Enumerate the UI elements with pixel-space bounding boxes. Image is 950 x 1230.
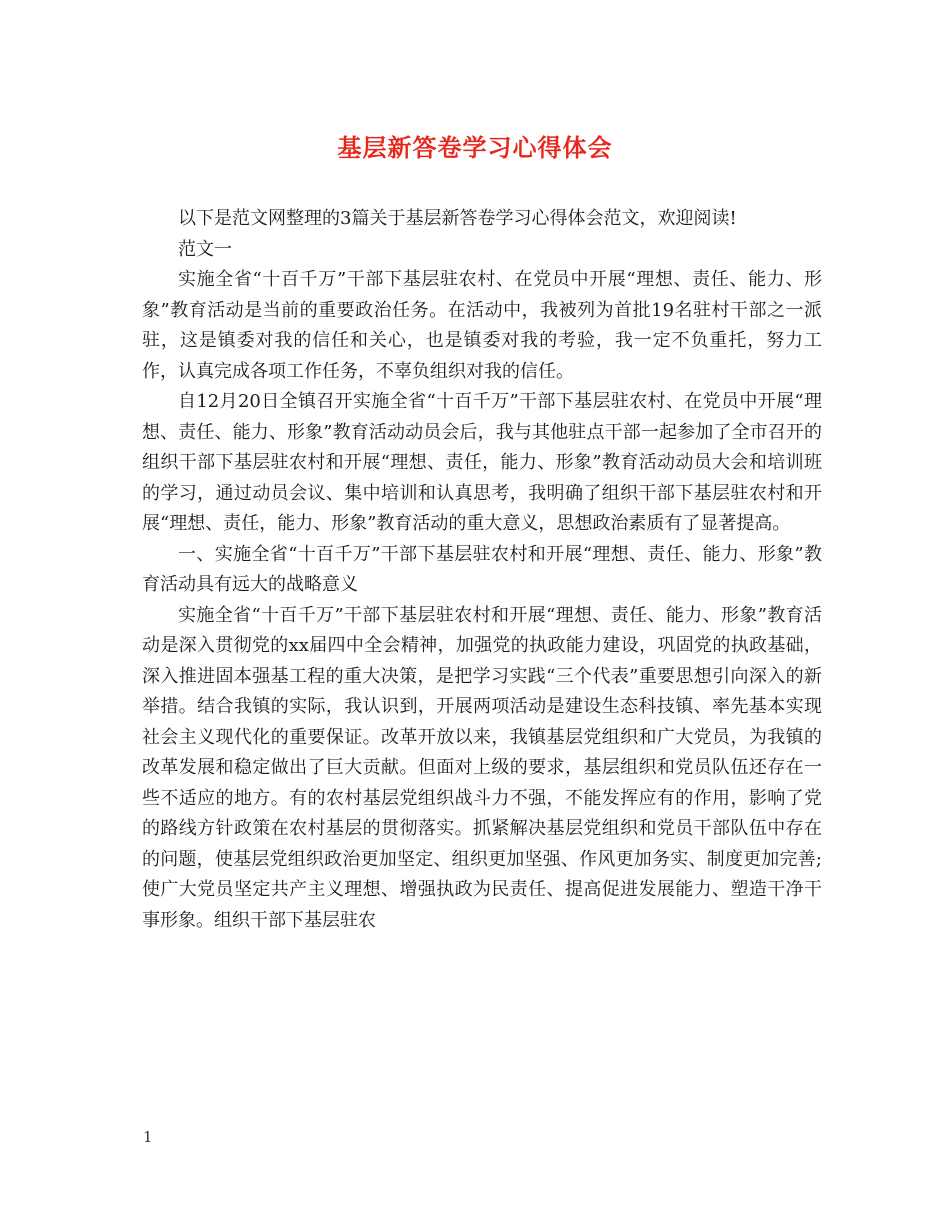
paragraph-section-label: 范文一 [178, 238, 232, 260]
page-number: 1 [143, 1128, 153, 1146]
paragraph-intro: 以下是范文网整理的3篇关于基层新答卷学习心得体会范文，欢迎阅读! [178, 208, 737, 229]
document-body [142, 204, 822, 936]
paragraph-heading: 一、实施全省“十百千万”干部下基层驻农村和开展“理想、责任、能力、形象”教育活动具有远大的战略意义 [142, 543, 822, 595]
paragraph: 自12月20日全镇召开实施全省“十百千万”干部下基层驻农村、在党员中开展“理想、责任、能力、形象”教育活动动员会后，我与其他驻点干部一起参加了全市召开的组织干部下基层驻农村和开展“理想、责任，能力、形象”教育活动动员大会和培训班的学习，通过动员会议、集中培训和认真思考，我明确了组织干部下基层驻农村和开展“理想、责任，能力、形象”教育活动的重大意义，思想政治素质有了显著提高。 [142, 391, 822, 534]
document-title: 基层新答卷学习心得体会 [337, 133, 613, 162]
paragraph: 实施全省“十百千万”干部下基层驻农村和开展“理想、责任、能力、形象”教育活动是深入贯彻党的xx届四中全会精神，加强党的执政能力建设，巩固党的执政基础，深入推进固本强基工程的重大决策，是把学习实践“三个代表”重要思想引向深入的新举措。结合我镇的实际，我认识到，开展两项活动是建设生态科技镇、率先基本实现社会主义现代化的重要保证。改革开放以来，我镇基层党组织和广大党员，为我镇的改革发展和稳定做出了巨大贡献。但面对上级的要求，基层组织和党员队伍还存在一些不适应的地方。有的农村基层党组织战斗力不强，不能发挥应有的作用，影响了党的路线方针政策在农村基层的贯彻落实。抓紧解决基层党组织和党员干部队伍中存在的问题，使基层党组织政治更加坚定、组织更加坚强、作风更加务实、制度更加完善;使广大党员坚定共产主义理想、增强执政为民责任、提高促进发展能力、塑造干净干事形象。组织干部下基层驻农 [142, 604, 822, 931]
paragraph: 实施全省“十百千万”干部下基层驻农村、在党员中开展“理想、责任、能力、形象”教育活动是当前的重要政治任务。在活动中，我被列为首批19名驻村干部之一派驻，这是镇委对我的信任和关心，也是镇委对我的考验，我一定不负重托，努力工作，认真完成各项工作任务，不辜负组织对我的信任。 [142, 269, 822, 382]
